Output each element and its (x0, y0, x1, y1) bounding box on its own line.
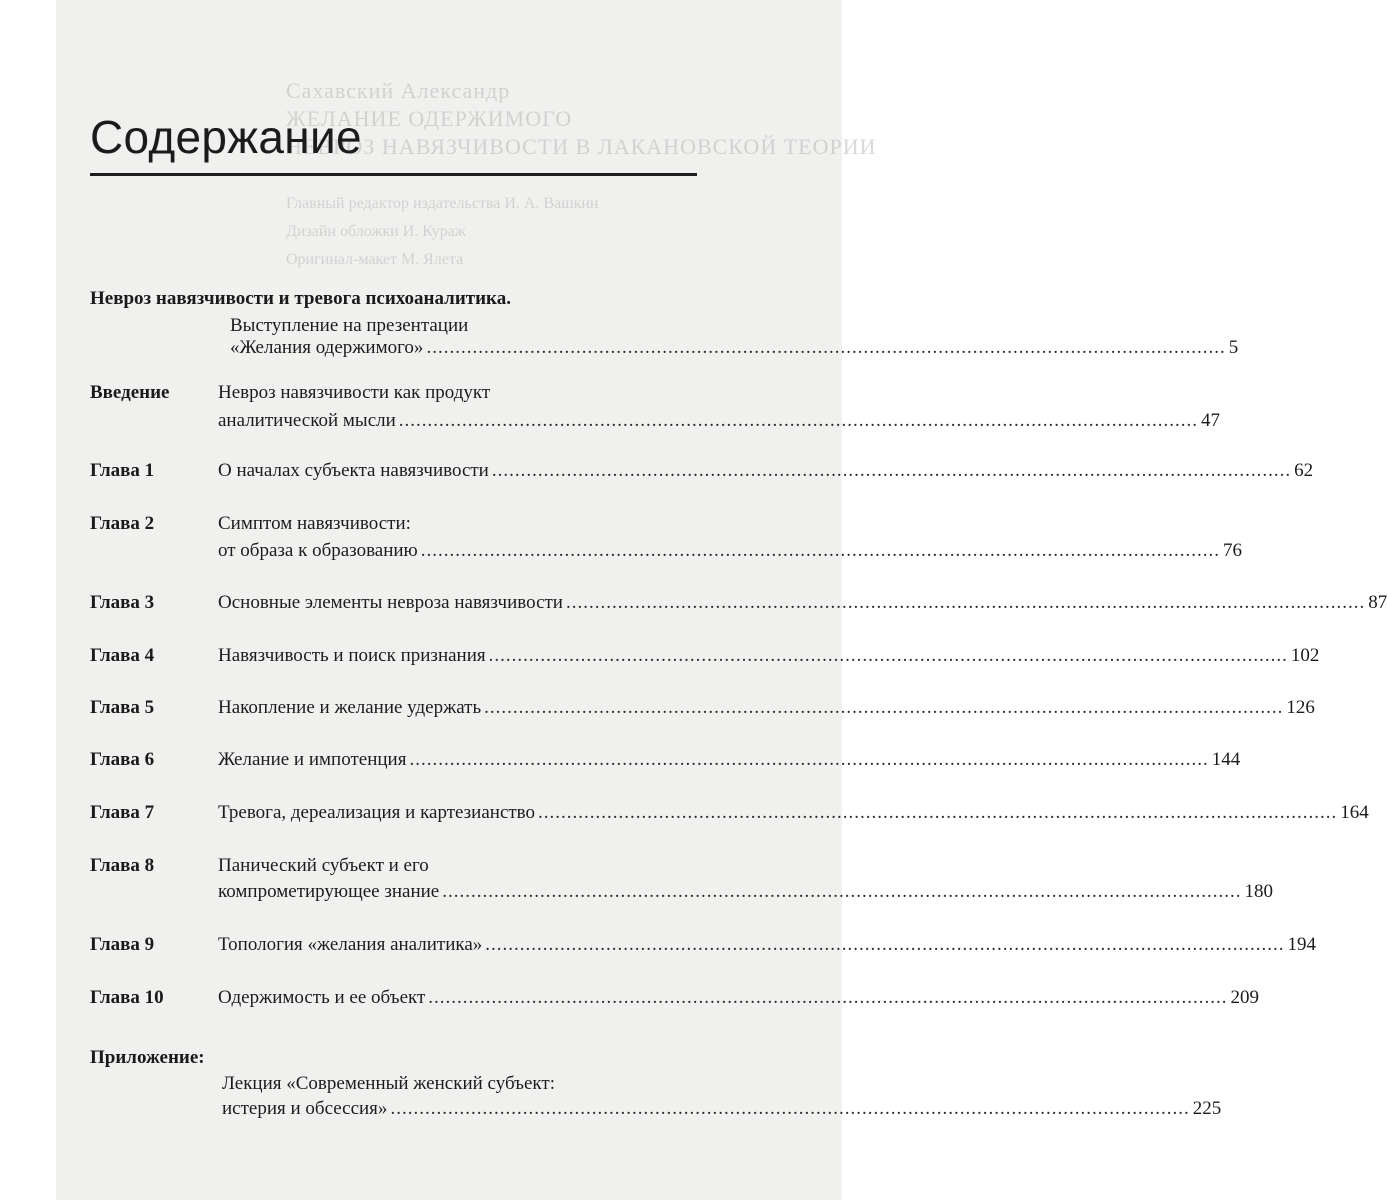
toc-entry-preface[interactable] (230, 337, 1239, 359)
leader-dots (418, 540, 1223, 562)
toc-label: Приложение: (90, 1047, 205, 1068)
page-number: 87 (1368, 592, 1387, 613)
toc-title: О началах субъекта навязчивости (218, 460, 489, 481)
leader-dots (482, 934, 1287, 956)
page-number: 209 (1230, 987, 1260, 1008)
toc-title: Желание и импотенция (218, 749, 407, 770)
toc-entry-chapter-3[interactable] (218, 592, 1387, 614)
bleed-line: Главный редактор издательства И. А. Вашкин (286, 195, 599, 212)
page-title: Содержание (90, 111, 362, 163)
toc-title: истерия и обсессия» (222, 1098, 388, 1119)
toc-title: от образа к образованию (218, 540, 418, 561)
toc-label: Невроз навязчивости и тревога психоаналитика. (90, 288, 511, 309)
page-number: 180 (1244, 881, 1273, 902)
toc-entry-appendix[interactable] (222, 1098, 1222, 1120)
toc-label: Глава 2 (90, 513, 155, 534)
toc-entry-chapter-4[interactable] (218, 645, 1320, 667)
toc-label: Глава 8 (90, 855, 155, 876)
toc-title: «Желания одержимого» (230, 337, 424, 358)
toc-title-line: Выступление на презентации (230, 315, 469, 336)
leader-dots (563, 592, 1368, 614)
toc-label: Глава 7 (90, 802, 155, 823)
toc-entry-chapter-9[interactable] (218, 934, 1317, 956)
bleed-line: Сахавский Александр (286, 78, 511, 103)
page-number: 164 (1340, 802, 1369, 823)
bleed-line: ЖЕЛАНИЕ ОДЕРЖИМОГО (286, 106, 573, 131)
toc-title: Навязчивость и поиск признания (218, 645, 486, 666)
toc-entry-chapter-10[interactable] (218, 987, 1260, 1009)
toc-title: Топология «желания аналитика» (218, 934, 483, 955)
toc-label: Глава 6 (90, 749, 155, 770)
leader-dots (396, 410, 1201, 432)
leader-dots (406, 749, 1211, 771)
toc-title: Накопление и желание удержать (218, 697, 482, 718)
page-number: 194 (1287, 934, 1317, 955)
toc-title: компрометирующее знание (218, 881, 440, 902)
leader-dots (439, 881, 1244, 903)
toc-title-line: Невроз навязчивости как продукт (218, 382, 491, 403)
leader-dots (423, 337, 1228, 359)
page-number: 126 (1286, 697, 1315, 718)
toc-label: Введение (90, 382, 170, 403)
bleed-line: Дизайн обложки И. Кураж (286, 223, 466, 240)
toc-title: Одержимость и ее объект (218, 987, 426, 1008)
page-number: 144 (1211, 749, 1241, 770)
toc-entry-chapter-5[interactable] (218, 697, 1315, 719)
toc-entry-chapter-7[interactable] (218, 802, 1369, 824)
title-rule (90, 173, 697, 176)
bleed-line: НЕВРОЗ НАВЯЗЧИВОСТИ В ЛАКАНОВСКОЙ ТЕОРИИ (286, 134, 877, 159)
toc-title-line: Панический субъект и его (218, 855, 429, 876)
toc-label: Глава 4 (90, 645, 155, 666)
toc-entry-chapter-1[interactable] (218, 460, 1314, 482)
leader-dots (425, 987, 1230, 1009)
page-number: 102 (1290, 645, 1320, 666)
page-number: 5 (1228, 337, 1239, 358)
toc-title-line: Лекция «Современный женский субъект: (222, 1073, 555, 1094)
leader-dots (535, 802, 1340, 824)
toc-entry-chapter-8[interactable] (218, 881, 1273, 903)
page-number: 47 (1201, 410, 1221, 431)
toc-label: Глава 1 (90, 460, 155, 481)
toc-entry-introduction[interactable] (218, 410, 1221, 432)
leader-dots (387, 1098, 1192, 1120)
toc-entry-chapter-2[interactable] (218, 540, 1243, 562)
toc-label: Глава 9 (90, 934, 155, 955)
toc-label: Глава 5 (90, 697, 155, 718)
leader-dots (481, 697, 1286, 719)
toc-entry-chapter-6[interactable] (218, 749, 1241, 771)
toc-title: Тревога, дереализация и картезианство (218, 802, 536, 823)
toc-label: Глава 3 (90, 592, 155, 613)
leader-dots (486, 645, 1291, 667)
leader-dots (489, 460, 1294, 482)
toc-title: Основные элементы невроза навязчивости (218, 592, 563, 613)
toc-label: Глава 10 (90, 987, 164, 1008)
toc-title-line: Симптом навязчивости: (218, 513, 411, 534)
toc-title: аналитической мысли (218, 410, 396, 431)
page-number: 225 (1192, 1098, 1222, 1119)
page-number: 76 (1223, 540, 1243, 561)
page-number: 62 (1294, 460, 1314, 481)
bleed-line: Оригинал-макет М. Ялета (286, 251, 464, 268)
